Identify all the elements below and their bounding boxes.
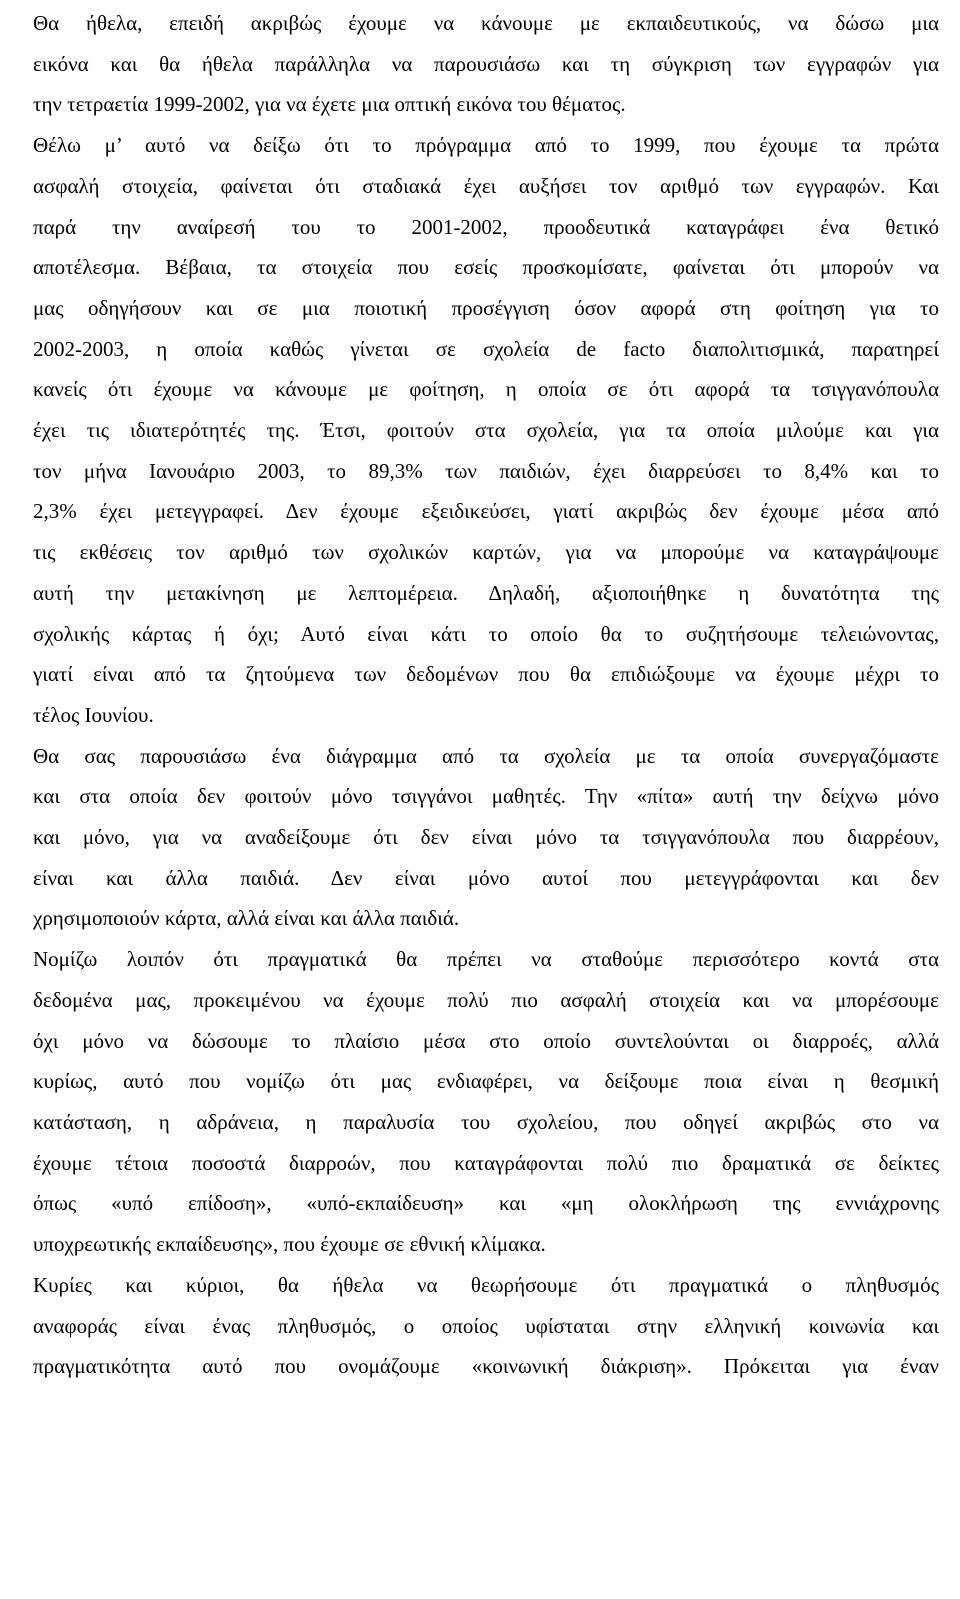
text-line: Θέλω μ’ αυτό να δείξω ότι το πρόγραμμα από το 1999, που έχουμε τα πρώτα <box>33 133 939 158</box>
text-line: χρησιμοποιούν κάρτα, αλλά είναι και άλλα παιδιά. <box>33 906 460 931</box>
text-line: και στα οποία δεν φοιτούν μόνο τσιγγάνοι μαθητές. Την «πίτα» αυτή την δείχνω μόνο <box>33 784 939 809</box>
text-line: αποτέλεσμα. Βέβαια, τα στοιχεία που εσείς προσκομίσατε, φαίνεται ότι μπορούν να <box>33 255 939 280</box>
text-line: τις εκθέσεις τον αριθμό των σχολικών καρτών, για να μπορούμε να καταγράψουμε <box>33 540 939 565</box>
text-line: και μόνο, για να αναδείξουμε ότι δεν είναι μόνο τα τσιγγανόπουλα που διαρρέουν, <box>33 825 939 850</box>
paragraph-3 <box>33 736 939 940</box>
text-line: την τετραετία 1999-2002, για να έχετε μια οπτική εικόνα του θέματος. <box>33 92 626 117</box>
text-line: κυρίως, αυτό που νομίζω ότι μας ενδιαφέρει, να δείξουμε ποια είναι η θεσμική <box>33 1069 939 1094</box>
text-line: τον μήνα Ιανουάριο 2003, το 89,3% των παιδιών, έχει διαρρεύσει το 8,4% και το <box>33 458 939 483</box>
text-line: 2002-2003, η οποία καθώς γίνεται σε σχολεία de facto διαπολιτισμικά, παρατηρεί <box>33 336 939 361</box>
text-line: 2,3% έχει μετεγγραφεί. Δεν έχουμε εξειδικεύσει, γιατί ακριβώς δεν έχουμε μέσα από <box>33 499 939 524</box>
paragraph-1 <box>33 3 939 125</box>
text-line: ασφαλή στοιχεία, φαίνεται ότι σταδιακά έχει αυξήσει τον αριθμό των εγγραφών. Και <box>33 173 939 198</box>
text-line: εικόνα και θα ήθελα παράλληλα να παρουσιάσω και τη σύγκριση των εγγραφών για <box>33 51 939 76</box>
text-line: είναι και άλλα παιδιά. Δεν είναι μόνο αυτοί που μετεγγράφονται και δεν <box>33 865 939 890</box>
text-line: σχολικής κάρτας ή όχι; Αυτό είναι κάτι το οποίο θα το συζητήσουμε τελειώνοντας, <box>33 621 939 646</box>
text-line: αναφοράς είναι ένας πληθυσμός, ο οποίος υφίσταται στην ελληνική κοινωνία και <box>33 1313 939 1338</box>
text-line: έχει τις ιδιατερότητές της. Έτσι, φοιτούν στα σχολεία, για τα οποία μιλούμε και για <box>33 418 939 443</box>
text-line: πραγματικότητα αυτό που ονομάζουμε «κοινωνική διάκριση». Πρόκειται για έναν <box>33 1354 939 1379</box>
document-page <box>33 3 939 1387</box>
text-line: Νομίζω λοιπόν ότι πραγματικά θα πρέπει να σταθούμε περισσότερο κοντά στα <box>33 947 939 972</box>
text-line: μας οδηγήσουν και σε μια ποιοτική προσέγγιση όσον αφορά στη φοίτηση για το <box>33 295 939 320</box>
text-line: δεδομένα μας, προκειμένου να έχουμε πολύ πιο ασφαλή στοιχεία και να μπορέσουμε <box>33 987 939 1012</box>
text-line: κανείς ότι έχουμε να κάνουμε με φοίτηση, η οποία σε ότι αφορά τα τσιγγανόπουλα <box>33 377 939 402</box>
text-line: γιατί είναι από τα ζητούμενα των δεδομένων που θα επιδιώξουμε να έχουμε μέχρι το <box>33 662 939 687</box>
text-line: τέλος Ιουνίου. <box>33 702 154 727</box>
text-line: όχι μόνο να δώσουμε το πλαίσιο μέσα στο οποίο συντελούνται οι διαρροές, αλλά <box>33 1028 939 1053</box>
text-line: παρά την αναίρεσή του το 2001-2002, προοδευτικά καταγράφει ένα θετικό <box>33 214 939 239</box>
text-line: όπως «υπό επίδοση», «υπό-εκπαίδευση» και «μη ολοκλήρωση της εννιάχρονης <box>33 1191 939 1216</box>
paragraph-5 <box>33 1265 939 1387</box>
text-line: κατάσταση, η αδράνεια, η παραλυσία του σχολείου, που οδηγεί ακριβώς στο να <box>33 1109 939 1134</box>
text-line: αυτή την μετακίνηση με λεπτομέρεια. Δηλαδή, αξιοποιήθηκε η δυνατότητα της <box>33 580 939 605</box>
text-line: υποχρεωτικής εκπαίδευσης», που έχουμε σε εθνική κλίμακα. <box>33 1232 546 1257</box>
paragraph-4 <box>33 939 939 1265</box>
text-line: Κυρίες και κύριοι, θα ήθελα να θεωρήσουμε ότι πραγματικά ο πληθυσμός <box>33 1272 939 1297</box>
text-line: Θα ήθελα, επειδή ακριβώς έχουμε να κάνουμε με εκπαιδευτικούς, να δώσω μια <box>33 11 939 35</box>
paragraph-2 <box>33 125 939 736</box>
text-line: Θα σας παρουσιάσω ένα διάγραμμα από τα σχολεία με τα οποία συνεργαζόμαστε <box>33 743 939 768</box>
text-line: έχουμε τέτοια ποσοστά διαρροών, που καταγράφονται πολύ πιο δραματικά σε δείκτες <box>33 1150 939 1175</box>
